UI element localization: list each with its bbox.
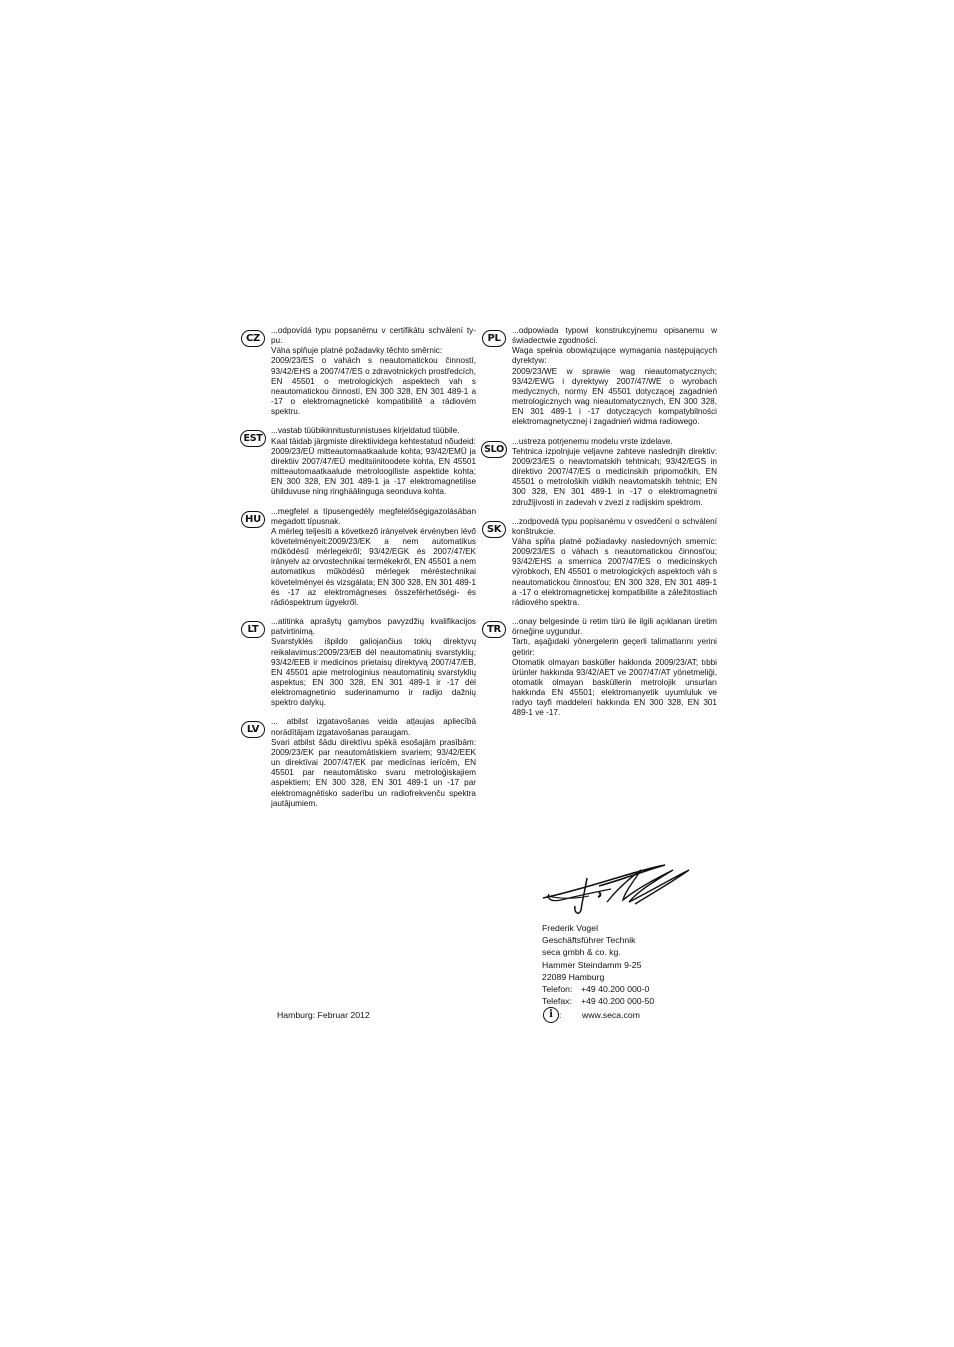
language-badge: EST <box>240 430 266 447</box>
declaration-text <box>512 437 717 508</box>
phone-label: Telefon: <box>542 984 573 995</box>
declaration-line: A mérleg teljesíti a következő irányelvek érvényben lévő követelményeit:2009/23/EK a nem automatikus működésű mérlegekről; 93/42/EGK és 2007/47/EK irányelv az orvostechnikai termékekről, EN 45501 a nem automatikus működésű mérlegek méréstechnikai követelményei és vizsgálata; EN 300 328, EN 301 489-1 és -17 az elektromágneses összeférhetőségi- és rádióspektrum ügyekről. <box>271 526 476 607</box>
declaration-line: ...odpovídá typu popsanému v certifikátu schválení ty-pu. <box>271 326 476 346</box>
fax-label: Telefax: <box>542 996 572 1007</box>
language-badge: TR <box>482 621 506 638</box>
declaration-line: ...ustreza potrjenemu modelu vrste izdelave. <box>512 436 673 446</box>
fax-value: +49 40.200 000-50 <box>581 996 655 1007</box>
declaration-line: Tartı, aşağıdaki yönergelerin geçerli talimatlarını yerini getirir: <box>512 637 717 657</box>
declaration-block-sk <box>486 516 717 608</box>
declaration-line: Váha spĺňa platné požiadavky nasledovných smerníc: 2009/23/ES o váhach s neautomatickou činnosťou; 93/42/EHS a smernica 2007/47/ES o medicínskych výrobkoch, EN 45501 o metrologických aspektoch váh s neautomatickou činnosťou; EN 300 328, EN 301 489-1 a -17 o elektromagnetickej kompatibilite a záležitostiach rádiového spektra. <box>512 536 717 607</box>
signature-image <box>541 858 691 920</box>
language-badge: LV <box>241 721 265 738</box>
declaration-block-lt <box>247 617 476 708</box>
declaration-text <box>271 426 476 497</box>
declaration-block-cz <box>246 326 476 417</box>
declaration-line: Waga spełnia obowiązujące wymagania następujących dyrektyw: <box>512 346 717 366</box>
declaration-line: Otomatik olmayan basküller hakkında 2009/23/AT; tıbbi ürünler hakkında 93/42/AET ve 2007/47/AT yönetmeliği, otomatik olmayan basküllerin metrolojik unsurları hakkında EN 45501; elektromanyetik uyumluluk ve radyo tayfi maddeleri hakkında EN 300 328, EN 301 489-1 ve -17. <box>512 657 717 718</box>
declaration-line: 2009/23/ES o vahách s neautomatickou činností, 93/42/EHS a 2007/47/ES o zdravotnických prostředcích, EN 45501 o metrologických aspektech vah s neautomatickou činností, EN 300 328, EN 301 489-1 a -17 o elektromagnetické kompatibilitě a rádiovém spektru. <box>271 356 476 417</box>
web-value: www.seca.com <box>582 1010 640 1021</box>
declaration-line: Svarstyklės išpildo galiojančius tokių direktyvų reikalavimus:2009/23/EB dėl neautomatinių svarstyklių; 93/42/EEB ir medicinos prietaisų direktyvą 2007/47/EB, EN 45501 apie metrologinius neautomatinių svarstyklių aspektus; EN 300 328, EN 301 489-1 ir -17 dėl elektromagnetinio suderinamumo ir radijo dažnių spektro dalykų. <box>271 637 476 708</box>
declaration-block-tr <box>487 617 717 719</box>
declaration-text <box>271 617 476 708</box>
phone-row <box>542 983 654 995</box>
declaration-text <box>512 517 717 608</box>
city: 22089 Hamburg <box>542 971 605 982</box>
signer-role: Geschäftsführer Technik <box>542 935 636 946</box>
info-icon: i <box>543 1007 559 1023</box>
declaration-text <box>271 326 476 417</box>
declaration-line: ...onay belgesinde ü retim türü ile ilgili açıklanan üretim örneğine uygundur. <box>512 617 717 637</box>
declaration-line: ...megfelel a típusengedély megfelelőségigazolásában megadott típusnak. <box>271 506 476 526</box>
declaration-line: Váha splňuje platné požadavky těchto směrnic: <box>271 346 443 356</box>
declaration-line: ...vastab tüübikinnitustunnistuses kirjeldatud tüübile. <box>271 426 460 436</box>
street-address: Hammer Steindamm 9-25 <box>542 959 642 970</box>
signer-name: Frederik Vogel <box>542 923 599 933</box>
declaration-block-slo <box>484 436 717 508</box>
left-column <box>243 326 476 818</box>
declaration-line: ... atbilst izgatavošanas veida atļaujas apliecībā norādītājam izgatavošanas paraugam. <box>271 717 476 737</box>
declaration-line: Kaal täidab järgmiste direktiividega kehtestatud nõudeid: <box>271 436 476 446</box>
declaration-line: 2009/23/EÜ mitteautomaatkaalude kohta; 93/42/EMÜ ja direktiiv 2007/47/EÜ meditsiinitoodete kohta, EN 45501 mitteautomaatkaalude metroloogiliste aspektide kohta; EN 300 328, EN 301 489-1 ja -17 elektromagnetilise ühilduvuse ning ringhäälinguga seonduva kohta. <box>271 446 476 497</box>
right-column <box>484 326 717 728</box>
declaration-line: ...odpowiada typowi konstrukcyjnemu opisanemu w świadectwie zgodności. <box>512 326 717 346</box>
language-badge: CZ <box>241 330 265 347</box>
declaration-block-hu <box>245 506 476 609</box>
declaration-text <box>512 326 717 428</box>
web-colon: : <box>559 1010 562 1021</box>
declaration-text <box>512 617 717 719</box>
declaration-text <box>271 717 476 808</box>
contact-block <box>542 922 654 1023</box>
language-badge: SLO <box>481 441 507 458</box>
declaration-line: 2009/23/WE w sprawie wag nieautomatycznych; 93/42/EWG i dyrektywy 2007/47/WE o wyrobach medycznych, normy EN 45501 dotyczącej zagadnień metrologicznych wag nieautomatycznych, EN 300 328, EN 301 489-1 i -17 dotyczących kompatybilności elektromagnetycznej i zagadnień widma radiowego. <box>512 366 717 427</box>
declaration-block-lv <box>246 717 476 808</box>
declaration-block-est <box>243 426 476 497</box>
declaration-line: ...zodpovedá typu popísanému v osvedčení o schválení konštrukcie. <box>512 516 717 536</box>
declaration-line: ...atitinka aprašytų gamybos pavyzdžių kvalifikacijos patvirtinimą. <box>271 617 476 637</box>
date-line: Hamburg: Februar 2012 <box>277 1010 370 1020</box>
declaration-line: Svari atbilst šādu direktīvu spēkā esošajām prasībām: 2009/23/EK par neautomātiskiem svariem; 93/42/EEK un direktīvai 2007/47/EK par medicīnas ierīcēm, EN 45501 par neautomātisko svaru metroloģiskajiem aspektiem; EN 300 328, EN 301 489-1 un -17 par elektromagnētisko saderību un radiofrekvenču spektra jautājumiem. <box>271 737 476 808</box>
phone-value: +49 40.200 000-0 <box>581 984 650 995</box>
web-row <box>542 1007 654 1023</box>
language-badge: SK <box>482 521 506 538</box>
declaration-line: Tehtnica izpolnjuje veljavne zahteve naslednjih direktiv: 2009/23/ES o neavtomatskih tehtnicah; 93/42/EGS in direktivo 2007/47/ES o medicinskih pripomočkih, EN 45501 o metroloških vidikih neavtomatskih tehtnic; EN 300 328, EN 301 489-1 in -17 o elektromagnetni združljivosti in zadevah v zvezi z radijskim spektrom. <box>512 446 717 507</box>
fax-row <box>542 995 654 1007</box>
company-name: seca gmbh & co. kg. <box>542 947 621 958</box>
declaration-block-pl <box>487 326 717 428</box>
declaration-text <box>271 507 476 609</box>
language-badge: LT <box>241 621 265 638</box>
language-badge: HU <box>241 511 265 528</box>
language-badge: PL <box>482 330 506 347</box>
